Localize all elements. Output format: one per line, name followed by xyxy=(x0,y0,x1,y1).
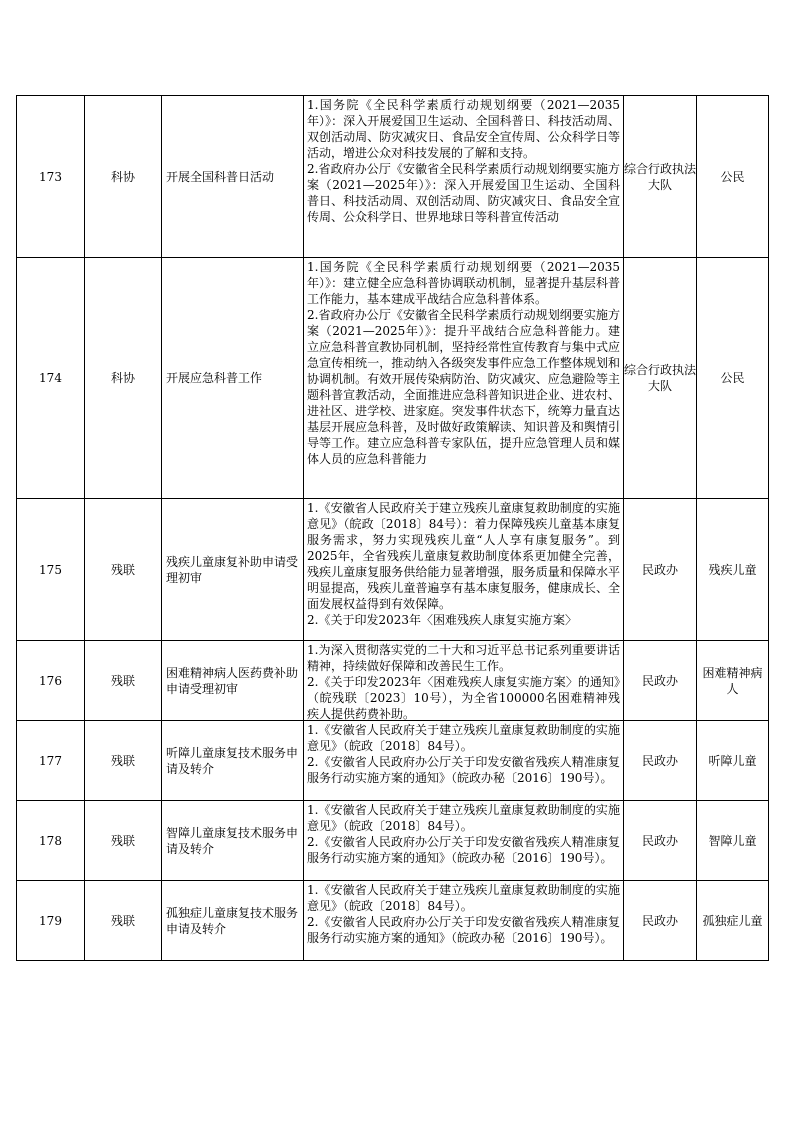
item-name: 开展全国科普日活动 xyxy=(162,96,304,258)
executing-unit: 民政办 xyxy=(624,801,697,881)
basis-paragraph: 1.《安徽省人民政府关于建立残疾儿童康复救助制度的实施意见》（皖政〔2018〕84号）：着力保障残疾儿童基本康复服务需求，努力实现残疾儿童“人人享有康复服务”。到2025年，全省残疾儿童康复救助制度体系更加健全完善，残疾儿童康复服务供给能力显著增强，服务质量和保障水平明显提高，残疾儿童普遍享有基本康复服务，健康成长、全面发展权益得到有效保障。 xyxy=(307,501,620,611)
basis-paragraph: 1.《安徽省人民政府关于建立残疾儿童康复救助制度的实施意见》（皖政〔2018〕84号）。 xyxy=(307,723,620,753)
table-row xyxy=(17,258,769,499)
item-number: 177 xyxy=(17,721,85,801)
basis-paragraph: 1.国务院《全民科学素质行动规划纲要（2021—2035年）》：深入开展爱国卫生运动、全国科普日、科技活动周、双创活动周、防灾减灾日、食品安全宣传周、公众科学日等活动，增进公众对科技发展的了解和支持。 xyxy=(307,98,620,160)
executing-unit: 民政办 xyxy=(624,499,697,641)
item-number: 178 xyxy=(17,801,85,881)
item-name: 听障儿童康复技术服务申请及转介 xyxy=(162,721,304,801)
basis-paragraph: 2.省政府办公厅《安徽省全民科学素质行动规划纲要实施方案（2021—2025年）》：提升平战结合应急科普能力。建立应急科普宣教协同机制，坚持经常性宣传教育与集中式应急宣传相统一，推动纳入各级突发事件应急工作整体规划和协调机制。有效开展传染病防治、防灾减灾、应急避险等主题科普宣教活动，全面推进应急科普知识进企业、进农村、进社区、进学校、进家庭。突发事件状态下，统筹力量直达基层开展应急科普，及时做好政策解读、知识普及和舆情引导等工作。建立应急科普专家队伍，提升应急管理人员和媒体人员的应急科普能力 xyxy=(307,308,620,466)
service-target: 困难精神病人 xyxy=(697,641,769,721)
table-row xyxy=(17,801,769,881)
service-target: 公民 xyxy=(697,258,769,499)
basis-paragraph: 1.《安徽省人民政府关于建立残疾儿童康复救助制度的实施意见》（皖政〔2018〕84号）。 xyxy=(307,803,620,833)
department: 残联 xyxy=(85,801,162,881)
table-row xyxy=(17,499,769,641)
department: 科协 xyxy=(85,258,162,499)
department: 残联 xyxy=(85,499,162,641)
basis-paragraph: 2.省政府办公厅《安徽省全民科学素质行动规划纲要实施方案（2021—2025年）》：深入开展爱国卫生运动、全国科普日、科技活动周、双创活动周、防灾减灾日、食品安全宣传周、公众科学日、世界地球日等科普宣传活动 xyxy=(307,162,620,224)
executing-unit: 民政办 xyxy=(624,641,697,721)
item-number: 173 xyxy=(17,96,85,258)
table-row xyxy=(17,641,769,721)
legal-basis xyxy=(304,881,624,961)
executing-unit: 民政办 xyxy=(624,881,697,961)
basis-paragraph: 1.国务院《全民科学素质行动规划纲要（2021—2035年）》：建立健全应急科普协调联动机制，显著提升基层科普工作能力，基本建成平战结合应急科普体系。 xyxy=(307,260,620,306)
table-row xyxy=(17,721,769,801)
legal-basis xyxy=(304,499,624,641)
service-target: 残疾儿童 xyxy=(697,499,769,641)
item-number: 175 xyxy=(17,499,85,641)
basis-paragraph: 2.《关于印发2023年〈困难残疾人康复实施方案〉的通知》（皖残联〔2023〕10号），为全省100000名困难精神残疾人提供药费补助。 xyxy=(307,675,620,720)
item-name: 智障儿童康复技术服务申请及转介 xyxy=(162,801,304,881)
department: 残联 xyxy=(85,881,162,961)
basis-paragraph: 1.为深入贯彻落实党的二十大和习近平总书记系列重要讲话精神，持续做好保障和改善民生工作。 xyxy=(307,643,620,673)
legal-basis xyxy=(304,801,624,881)
executing-unit: 民政办 xyxy=(624,721,697,801)
basis-paragraph: 2.《安徽省人民政府办公厅关于印发安徽省残疾人精准康复服务行动实施方案的通知》（皖政办秘〔2016〕190号）。 xyxy=(307,915,620,945)
department: 残联 xyxy=(85,721,162,801)
table-row xyxy=(17,96,769,258)
item-number: 179 xyxy=(17,881,85,961)
basis-paragraph: 2.《关于印发2023年〈困难残疾人康复实施方案〉 xyxy=(307,613,577,627)
service-target: 智障儿童 xyxy=(697,801,769,881)
executing-unit: 综合行政执法大队 xyxy=(624,96,697,258)
basis-paragraph: 1.《安徽省人民政府关于建立残疾儿童康复救助制度的实施意见》（皖政〔2018〕84号）。 xyxy=(307,883,620,913)
basis-paragraph: 2.《安徽省人民政府办公厅关于印发安徽省残疾人精准康复服务行动实施方案的通知》（皖政办秘〔2016〕190号）。 xyxy=(307,835,620,865)
item-name: 困难精神病人医药费补助申请受理初审 xyxy=(162,641,304,721)
item-number: 176 xyxy=(17,641,85,721)
legal-basis xyxy=(304,96,624,258)
item-name: 开展应急科普工作 xyxy=(162,258,304,499)
service-target: 听障儿童 xyxy=(697,721,769,801)
legal-basis xyxy=(304,258,624,499)
item-name: 孤独症儿童康复技术服务申请及转介 xyxy=(162,881,304,961)
service-target: 孤独症儿童 xyxy=(697,881,769,961)
legal-basis xyxy=(304,721,624,801)
executing-unit: 综合行政执法大队 xyxy=(624,258,697,499)
basis-paragraph: 2.《安徽省人民政府办公厅关于印发安徽省残疾人精准康复服务行动实施方案的通知》（皖政办秘〔2016〕190号）。 xyxy=(307,755,620,785)
service-items-table xyxy=(16,95,769,961)
legal-basis xyxy=(304,641,624,721)
table-row xyxy=(17,881,769,961)
department: 科协 xyxy=(85,96,162,258)
department: 残联 xyxy=(85,641,162,721)
item-name: 残疾儿童康复补助申请受理初审 xyxy=(162,499,304,641)
item-number: 174 xyxy=(17,258,85,499)
service-target: 公民 xyxy=(697,96,769,258)
